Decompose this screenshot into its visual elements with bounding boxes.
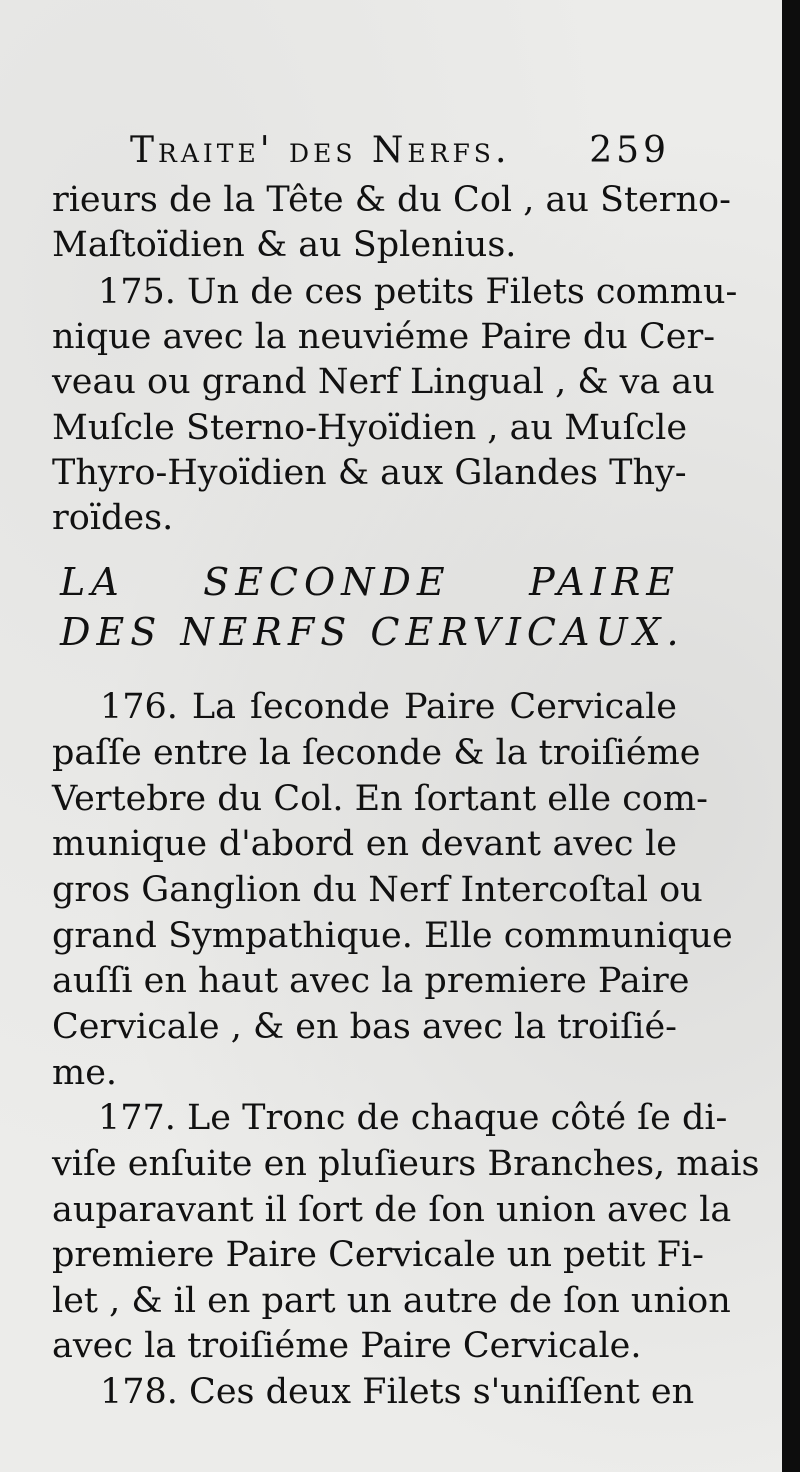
text-line: let , & il en part un autre de ſon union	[52, 1281, 731, 1321]
text-line: auſſi en haut avec la premiere Paire	[52, 961, 690, 1001]
text-line: paſſe entre la ſeconde & la troiſiéme	[52, 733, 701, 773]
text-line: auparavant il ſort de ſon union avec la	[52, 1190, 732, 1230]
section-heading-line-2: DES NERFS CERVICAUX.	[60, 610, 685, 654]
paragraph-177-start: 177. Le Tronc de chaque côté ſe di-	[98, 1098, 728, 1138]
section-heading-line-1: LA SECONDE PAIRE	[60, 560, 680, 604]
text-line: munique d'abord en devant avec le	[52, 824, 677, 864]
text-line: Maſtoïdien & au Splenius.	[52, 225, 517, 265]
running-head	[130, 130, 670, 180]
text-line: me.	[52, 1053, 118, 1093]
text-line: Cervicale , & en bas avec la troiſié-	[52, 1007, 677, 1047]
text-line: roïdes.	[52, 498, 174, 538]
text-line: viſe enſuite en pluſieurs Branches, mais	[52, 1144, 760, 1184]
text-line: avec la troiſiéme Paire Cervicale.	[52, 1326, 642, 1366]
text-line: veau ou grand Nerf Lingual , & va au	[52, 362, 715, 402]
text-line: rieurs de la Tête & du Col , au Sterno-	[52, 180, 731, 220]
text-line: nique avec la neuviéme Paire du Cer-	[52, 317, 716, 357]
paragraph-176-start: 176. La ſeconde Paire Cervicale	[100, 687, 677, 727]
paragraph-178-start: 178. Ces deux Filets s'uniſſent en	[100, 1372, 695, 1412]
text-line: Vertebre du Col. En ſortant elle com-	[52, 779, 708, 819]
page-number: 259	[589, 130, 670, 171]
running-head-title: Traite' des Nerfs.	[130, 130, 511, 171]
text-line: premiere Paire Cervicale un petit Fi-	[52, 1235, 704, 1275]
text-line: grand Sympathique. Elle communique	[52, 916, 733, 956]
text-line: gros Ganglion du Nerf Intercoſtal ou	[52, 870, 703, 910]
page-edge-shadow	[782, 0, 800, 1472]
text-line: Thyro-Hyoïdien & aux Glandes Thy-	[52, 453, 687, 493]
text-line: Muſcle Sterno-Hyoïdien , au Muſcle	[52, 408, 688, 448]
paragraph-175-start: 175. Un de ces petits Filets commu-	[98, 272, 738, 312]
